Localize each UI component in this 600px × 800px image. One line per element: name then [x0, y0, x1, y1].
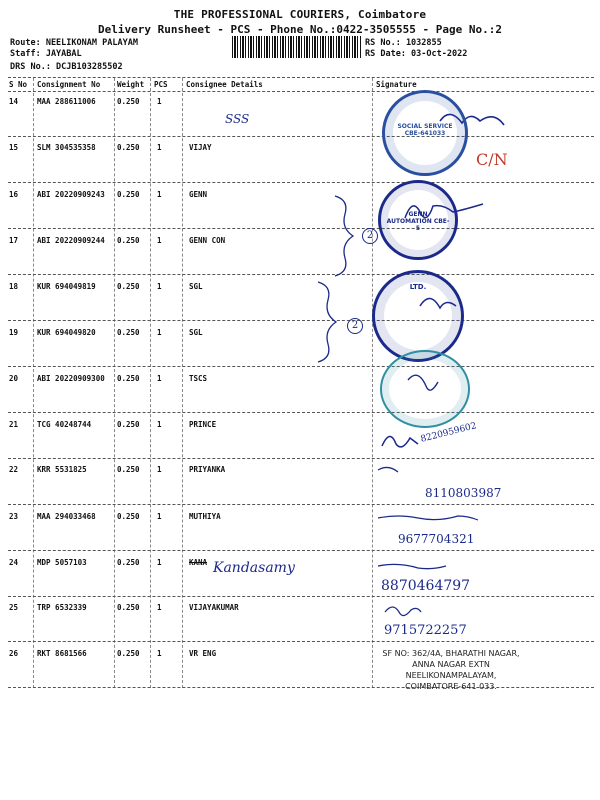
row-weight: 0.250: [117, 465, 140, 474]
row-consignee: PRIYANKA: [189, 465, 226, 474]
row-pcs: 1: [157, 190, 162, 199]
runsheet-subtitle: Delivery Runsheet - PCS - Phone No.:0422-3505555 - Page No.:2: [98, 23, 502, 36]
page-title: THE PROFESSIONAL COURIERS, Coimbatore: [173, 8, 427, 21]
row-weight: 0.250: [117, 603, 140, 612]
row-consignee: VR ENG: [189, 649, 217, 658]
col-consignee: Consignee Details: [186, 80, 263, 89]
row-consignment-no: ABI 20220909243: [37, 190, 105, 199]
row-pcs: 1: [157, 649, 162, 658]
row-sno: 22: [9, 465, 19, 474]
row-divider: [8, 504, 594, 505]
row-divider: [8, 412, 594, 413]
table-row: [0, 236, 600, 282]
row-divider: [8, 458, 594, 459]
row-sno: 21: [9, 420, 19, 429]
col-sno: S No: [9, 80, 28, 89]
company-stamp: [378, 180, 458, 260]
row-pcs: 1: [157, 328, 162, 337]
row-weight: 0.250: [117, 190, 140, 199]
row-weight: 0.250: [117, 649, 140, 658]
handwritten-phone: 9715722257: [384, 623, 467, 638]
row-pcs: 1: [157, 512, 162, 521]
row-sno: 16: [9, 190, 19, 199]
handwritten-phone: 8870464797: [381, 578, 471, 594]
table-row: [0, 328, 600, 374]
row-divider: [8, 550, 594, 551]
company-stamp: [380, 350, 470, 428]
address-line: COIMBATORE-641 033.: [405, 682, 497, 691]
table-row: [0, 374, 600, 420]
company-stamp: [382, 90, 468, 176]
bracket-count: 2: [347, 318, 363, 334]
row-sno: 26: [9, 649, 19, 658]
row-weight: 0.250: [117, 374, 140, 383]
row-divider: [8, 274, 594, 275]
drs-number: DRS No.: DCJB103285502: [10, 62, 123, 72]
handwritten-phone: 8110803987: [425, 486, 502, 500]
row-sno: 14: [9, 97, 19, 106]
row-weight: 0.250: [117, 512, 140, 521]
row-weight: 0.250: [117, 282, 140, 291]
row-consignee: KANA: [189, 558, 208, 567]
row-pcs: 1: [157, 282, 162, 291]
row-pcs: 1: [157, 420, 162, 429]
row-weight: 0.250: [117, 558, 140, 567]
row-pcs: 1: [157, 558, 162, 567]
row-pcs: 1: [157, 143, 162, 152]
table-row: [0, 282, 600, 328]
row-weight: 0.250: [117, 236, 140, 245]
row-sno: 25: [9, 603, 19, 612]
row-sno: 24: [9, 558, 19, 567]
row-sno: 19: [9, 328, 19, 337]
table-row: [0, 558, 600, 604]
handwritten-name: Kandasamy: [213, 560, 295, 576]
row-weight: 0.250: [117, 143, 140, 152]
address-line: SF NO: 362/4A, BHARATHI NAGAR,: [382, 649, 520, 658]
table-row: [0, 190, 600, 236]
header-divider-bottom: [8, 91, 594, 92]
row-consignee: TSCS: [189, 374, 208, 383]
row-consignee: VIJAYAKUMAR: [189, 603, 239, 612]
row-divider: [8, 320, 594, 321]
row-weight: 0.250: [117, 420, 140, 429]
row-pcs: 1: [157, 236, 162, 245]
row-divider: [8, 366, 594, 367]
row-divider: [8, 641, 594, 642]
address-line: ANNA NAGAR EXTN: [412, 660, 490, 669]
row-consignee: GENN CON: [189, 236, 226, 245]
row-consignment-no: ABI 20220909244: [37, 236, 105, 245]
row-consignment-no: MAA 288611006: [37, 97, 96, 106]
table-row: [0, 603, 600, 649]
staff-label: Staff: JAYABAL: [10, 49, 82, 59]
row-consignment-no: ABI 20220909300: [37, 374, 105, 383]
row-consignment-no: MAA 294033468: [37, 512, 96, 521]
handwritten-phone: 9677704321: [398, 532, 475, 546]
row-consignment-no: MDP 5057103: [37, 558, 87, 567]
stamp-text: SOCIAL SERVICE CBE-641033: [397, 123, 453, 137]
handwritten-phone: 8220959602: [419, 421, 478, 445]
row-weight: 0.250: [117, 97, 140, 106]
row-sno: 23: [9, 512, 19, 521]
handwritten-name: SSS: [225, 112, 250, 126]
row-pcs: 1: [157, 97, 162, 106]
row-divider: [8, 596, 594, 597]
row-consignee: MUTHIYA: [189, 512, 221, 521]
row-sno: 15: [9, 143, 19, 152]
row-consignee: SGL: [189, 282, 203, 291]
row-consignment-no: SLM 304535358: [37, 143, 96, 152]
row-sno: 18: [9, 282, 19, 291]
address-line: NEELIKONAMPALAYAM,: [405, 671, 497, 680]
row-divider: [8, 136, 594, 137]
row-consignee: PRINCE: [189, 420, 217, 429]
row-sno: 20: [9, 374, 19, 383]
col-consignment: Consignment No: [37, 80, 101, 89]
row-consignment-no: KUR 694049819: [37, 282, 96, 291]
row-consignee: SGL: [189, 328, 203, 337]
row-pcs: 1: [157, 603, 162, 612]
row-pcs: 1: [157, 465, 162, 474]
barcode: [232, 36, 362, 58]
route-label: Route: NEELIKONAM PALAYAM: [10, 38, 138, 48]
row-consignment-no: TRP 6532339: [37, 603, 87, 612]
bracket-count: 2: [362, 228, 378, 244]
row-consignee: VIJAY: [189, 143, 212, 152]
company-stamp: [372, 270, 464, 362]
stamp-text: GENN AUTOMATION CBE-5: [386, 211, 450, 232]
row-consignment-no: KUR 694049820: [37, 328, 96, 337]
row-consignment-no: RKT 8681566: [37, 649, 87, 658]
rs-date: RS Date: 03-Oct-2022: [365, 49, 468, 59]
col-signature: Signature: [376, 80, 417, 89]
header-divider-top: [8, 77, 594, 78]
table-row: [0, 420, 600, 466]
row-divider: [8, 182, 594, 183]
row-consignment-no: KRR 5531825: [37, 465, 87, 474]
stamp-text: LTD.: [409, 283, 427, 291]
table-row: [0, 512, 600, 558]
row-weight: 0.250: [117, 328, 140, 337]
address-stamp: [365, 648, 537, 692]
rs-number: RS No.: 1032855: [365, 38, 442, 48]
col-pcs: PCS: [154, 80, 168, 89]
row-pcs: 1: [157, 374, 162, 383]
row-sno: 17: [9, 236, 19, 245]
row-divider: [8, 228, 594, 229]
col-weight: Weight: [117, 80, 145, 89]
row-consignment-no: TCG 40248744: [37, 420, 92, 429]
row-consignee: GENN: [189, 190, 208, 199]
handwritten-sig: C/N: [476, 150, 508, 169]
